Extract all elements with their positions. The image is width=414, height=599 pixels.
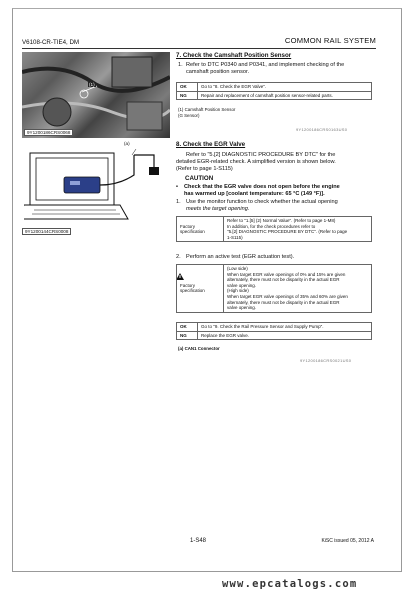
ng-value: Replace the EGR valve.	[198, 331, 372, 340]
sec7-legend-1: (1) Camshaft Position Sensor	[178, 107, 236, 112]
sec7-step1-line2: camshaft position sensor.	[186, 69, 250, 75]
laptop-connector-art	[24, 145, 174, 227]
section-7-title: 7. Check the Camshaft Position Sensor	[176, 52, 292, 59]
spec-line: 1-S115)	[227, 234, 243, 240]
table-row	[177, 91, 372, 100]
header-rule	[22, 48, 376, 49]
spec-label-line2: specification	[180, 288, 205, 294]
sec7-ref-code: 9Y1200186CRS0163US0	[296, 127, 348, 132]
table-row	[177, 331, 372, 340]
watermark-text: www.epcatalogs.com	[222, 578, 358, 590]
spec-line: valve opening.	[227, 305, 257, 311]
bullet-dot: •	[176, 184, 178, 190]
spec-line: In addition, for the check procedures refer to	[227, 223, 316, 229]
spec-table-2	[176, 264, 372, 313]
caution-line-2: has warmed up [coolant temperature: 65 °C (149 °F)].	[184, 191, 325, 197]
sec8-step1-num: 1.	[176, 199, 181, 205]
photo-label: 9Y1200186CRS0068	[24, 129, 73, 136]
sec8-step1-line2: meets the target opening.	[186, 206, 250, 212]
spec-line: Refer to "1.[5] (2) Normal Value". (Refer to page 1-M8)	[227, 218, 336, 223]
table-row	[177, 323, 372, 332]
spec-line: "5.[2] DIAGNOSTIC PROCEDURE BY DTC". (Refer to page	[227, 229, 348, 235]
spec-value	[224, 265, 372, 313]
table-row	[177, 265, 372, 313]
engine-photo	[22, 52, 170, 138]
sec7-step1-line1: Refer to DTC P0340 and P0341, and implement checking of the	[186, 62, 345, 68]
sec7-step1-num: 1.	[178, 62, 183, 68]
ok-value: Go to "9. Check the Rail Pressure Sensor and Supply Pump".	[198, 323, 372, 332]
sec8-step2-num: 2.	[176, 254, 181, 260]
doc-code: V6108-CR-TIE4, DM	[22, 39, 80, 46]
engine-photo-art	[22, 52, 170, 138]
sec8-legend: (a) CAN1 Connector	[178, 346, 220, 351]
section-title: COMMON RAIL SYSTEM	[284, 36, 376, 45]
spec-line: alternately, there must not be disparity in the actual EGR	[227, 299, 340, 305]
sec8-step2-text: Perform an active test (EGR actuation test).	[186, 254, 295, 260]
page-number: 1-S48	[190, 538, 207, 544]
spec-line: When target EGR valve openings of 35% and 60% are given	[227, 293, 348, 299]
spec-table-1	[176, 216, 372, 242]
sec8-step1-line1: Use the monitor function to check whether the actual opening	[186, 199, 338, 205]
sec8-para-2: detailed EGR-related check. A simplified version is shown below.	[176, 159, 336, 165]
sec7-result-table	[176, 82, 372, 100]
spec-label	[177, 217, 224, 242]
spec-value	[224, 217, 372, 242]
caution-line-1: Check that the EGR valve does not open before the engine	[184, 184, 340, 190]
spec-line: alternately, there must not be disparity in the actual EGR	[227, 277, 340, 283]
sec8-result-table	[176, 322, 372, 340]
spec-label-line2: specification	[180, 229, 205, 235]
ng-value: Repair and replacement of camshaft position sensor-related parts.	[198, 91, 372, 100]
spec-line: (High side)	[227, 288, 249, 294]
ok-value: Go to "8. Check the EGR Valve".	[198, 83, 372, 92]
issue-note: KiSC issued 05, 2012 A	[321, 538, 374, 544]
spec-line: valve opening.	[227, 282, 257, 288]
ok-key: OK	[177, 83, 198, 92]
diagram-callout: (a)	[124, 141, 130, 146]
ng-key: NG	[177, 331, 198, 340]
section-8-title: 8. Check the EGR Valve	[176, 141, 246, 148]
sec8-ref-code: 9Y1200186CRS0021US0	[300, 358, 352, 363]
caution-heading: CAUTION	[185, 175, 214, 182]
sec8-para-1: Refer to "5.[2] DIAGNOSTIC PROCEDURE BY DTC" for the	[186, 152, 336, 158]
ng-key: NG	[177, 91, 198, 100]
diagram-label: 9Y1200144CRS0008	[22, 228, 71, 235]
spec-line: When target EGR valve openings of 0% and 15% are given	[227, 271, 346, 277]
spec-label-line1: Factory	[180, 282, 196, 288]
photo-callout: (1)	[89, 82, 95, 87]
diagnostic-diagram	[24, 141, 174, 227]
spec-label-line1: Factory	[180, 223, 196, 229]
sec8-para-3: (Refer to page 1-S115)	[176, 166, 233, 172]
ok-key: OK	[177, 323, 198, 332]
spec-line: (Low side)	[227, 266, 248, 271]
table-row	[177, 217, 372, 242]
spec-label	[177, 265, 224, 313]
sec7-legend-2: (G Sensor)	[178, 113, 200, 118]
table-row	[177, 83, 372, 92]
